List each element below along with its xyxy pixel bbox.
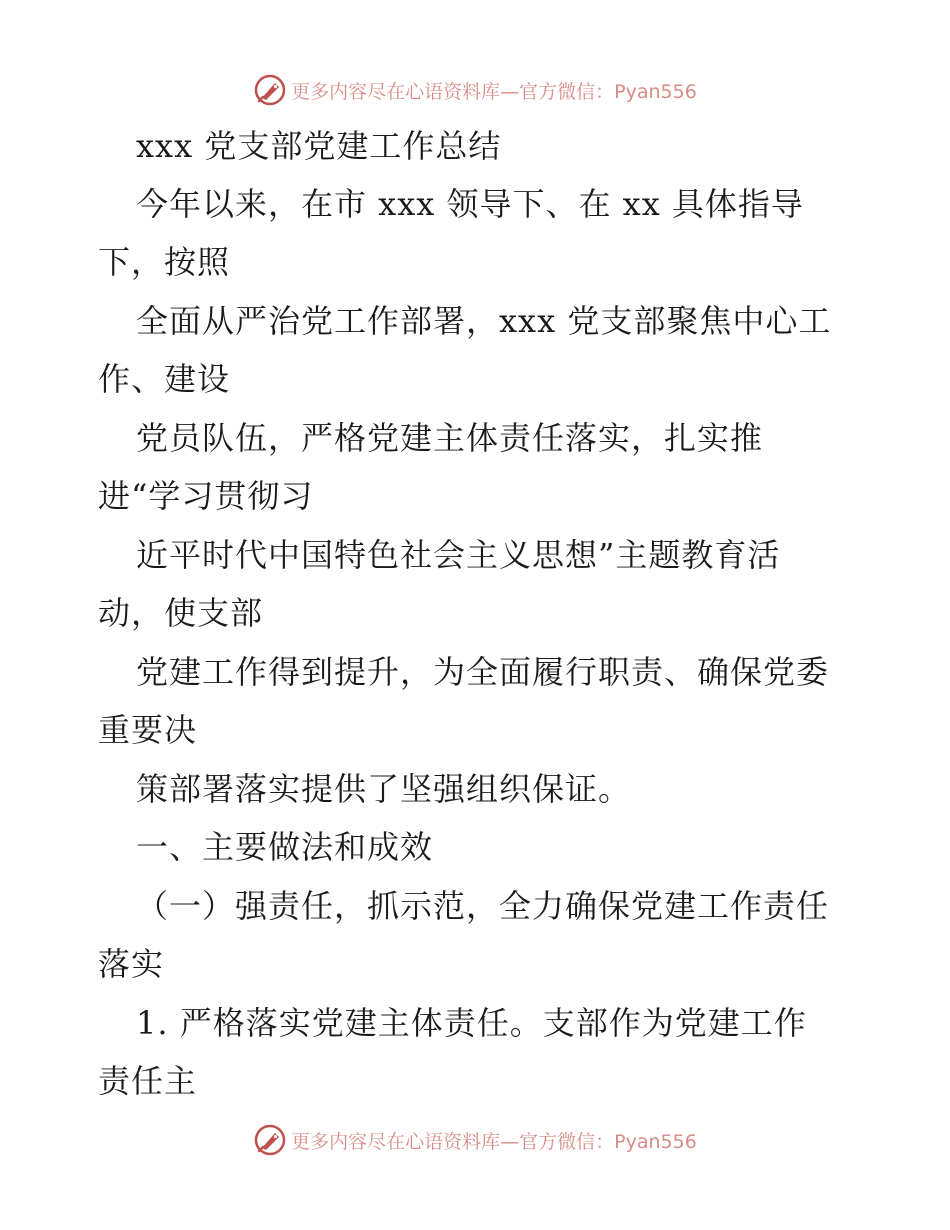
paragraph-line: 进“学习贯彻习: [98, 477, 314, 515]
subsection-heading: （一）强责任，抓示范，全力确保党建工作责任: [136, 887, 830, 925]
watermark-text: 更多内容尽在心语资料库—官方微信：Pyan556: [291, 1130, 697, 1153]
document-title: xxx 党支部党建工作总结: [136, 127, 502, 165]
paragraph-line: 责任主: [98, 1062, 198, 1100]
paragraph-line: 1. 严格落实党建主体责任。支部作为党建工作: [136, 1004, 807, 1042]
watermark-banner-top: [0, 70, 950, 110]
paragraph-line: 党建工作得到提升，为全面履行职责、确保党委: [136, 653, 830, 691]
paragraph-line: 党员队伍，严格党建主体责任落实，扎实推: [136, 419, 764, 457]
paragraph-line: 近平时代中国特色社会主义思想”主题教育活: [136, 536, 781, 574]
paragraph-line: 策部署落实提供了坚强组织保证。: [136, 770, 632, 808]
subsection-heading-continued: 落实: [98, 945, 165, 983]
paragraph-line: 下，按照: [98, 243, 231, 281]
pen-nib-logo-icon: [253, 73, 287, 107]
paragraph-line: 作、建设: [98, 360, 231, 398]
paragraph-line: 今年以来，在市 xxx 领导下、在 xx 具体指导: [136, 185, 804, 223]
paragraph-line: 动，使支部: [98, 594, 264, 632]
watermark-text: 更多内容尽在心语资料库—官方微信：Pyan556: [291, 80, 697, 103]
section-heading: 一、主要做法和成效: [136, 828, 434, 866]
pen-nib-logo-icon: [253, 1123, 287, 1157]
paragraph-line: 重要决: [98, 711, 198, 749]
paragraph-line: 全面从严治党工作部署，xxx 党支部聚焦中心工: [136, 302, 832, 340]
watermark-banner-bottom: [0, 1120, 950, 1160]
